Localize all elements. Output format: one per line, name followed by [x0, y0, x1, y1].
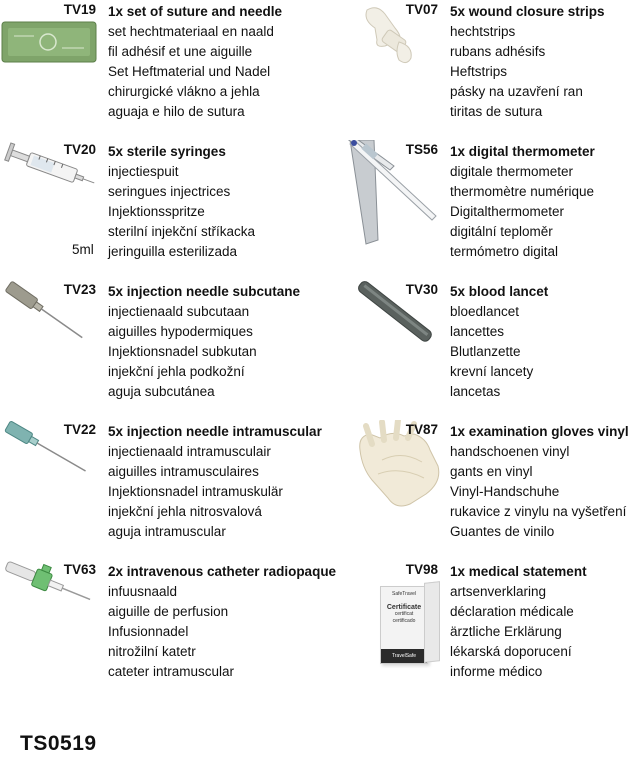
translation-cz: nitrožilní katetr — [108, 644, 196, 659]
translation-cz: krevní lancety — [450, 364, 534, 379]
product-code: TV63 — [63, 562, 96, 577]
gloves-icon — [352, 420, 457, 540]
item-ts56 — [0, 140, 629, 265]
item-title: 5x injection needle intramuscular — [108, 424, 322, 439]
item-title: 1x examination gloves vinyl — [450, 424, 629, 439]
translation-nl: bloedlancet — [450, 304, 520, 319]
translation-es: cateter intramuscular — [108, 664, 235, 679]
product-code: TV19 — [63, 2, 96, 17]
product-code: TV22 — [63, 422, 96, 437]
item-tv87 — [0, 420, 629, 545]
translation-nl: injectienaald subcutaan — [108, 304, 250, 319]
cert-badge: TravelSafe — [381, 649, 427, 663]
translation-cz: chirurgické vlákno a jehla — [108, 84, 260, 99]
translation-fr: gants en vinyl — [450, 464, 533, 479]
volume-note: 5ml — [72, 242, 94, 257]
item-tv07 — [0, 0, 629, 125]
thermometer-icon — [340, 140, 445, 260]
translation-es: aguja subcutánea — [108, 384, 215, 399]
translation-nl: handschoenen vinyl — [450, 444, 570, 459]
item-text — [450, 562, 587, 682]
translation-de: ärztliche Erklärung — [450, 624, 562, 639]
translation-de: Heftstrips — [450, 64, 508, 79]
translation-nl: digitale thermometer — [450, 164, 574, 179]
cert-sub1: certificat — [394, 611, 414, 617]
translation-fr: aiguilles intramusculaires — [108, 464, 259, 479]
item-title: 1x digital thermometer — [450, 144, 595, 159]
translation-es: tiritas de sutura — [450, 104, 543, 119]
item-title: 2x intravenous catheter radiopaque — [108, 564, 337, 579]
certificate-back — [424, 581, 440, 663]
translation-nl: artsenverklaring — [450, 584, 547, 599]
product-code: TV98 — [405, 562, 438, 577]
translation-fr: aiguille de perfusion — [108, 604, 229, 619]
item-title: 5x wound closure strips — [450, 4, 605, 19]
translation-nl: injectiespuit — [108, 164, 179, 179]
translation-de: Infusionnadel — [108, 624, 189, 639]
item-text — [450, 142, 595, 262]
translation-cz: sterilní injekční stříkacka — [108, 224, 256, 239]
translation-cz: injekční jehla podkožní — [108, 364, 245, 379]
closure-strip-icon — [355, 0, 460, 120]
translation-de: Blutlanzette — [450, 344, 521, 359]
lancet-icon — [355, 280, 460, 400]
translation-es: lancetas — [450, 384, 501, 399]
translation-cz: digitální teploměr — [450, 224, 553, 239]
cert-heading: Certificate — [386, 604, 422, 611]
translation-es: jeringuilla esterilizada — [108, 244, 238, 259]
translation-nl: set hechtmateriaal en naald — [108, 24, 274, 39]
item-title: 1x set of suture and needle — [108, 4, 283, 19]
translation-es: informe médico — [450, 664, 543, 679]
translation-fr: déclaration médicale — [450, 604, 574, 619]
translation-es: termómetro digital — [450, 244, 559, 259]
item-text — [450, 282, 548, 402]
product-code: TV87 — [405, 422, 438, 437]
certificate-card — [380, 586, 428, 664]
translation-cz: injekční jehla nitrosvalová — [108, 504, 262, 519]
translation-de: Vinyl-Handschuhe — [450, 484, 560, 499]
translation-fr: thermomètre numérique — [450, 184, 595, 199]
translation-fr: aiguilles hypodermiques — [108, 324, 253, 339]
translation-es: Guantes de vinilo — [450, 524, 555, 539]
product-code: TS56 — [405, 142, 438, 157]
translation-de: Injektionsnadel subkutan — [108, 344, 257, 359]
translation-fr: rubans adhésifs — [450, 44, 546, 59]
translation-nl: injectienaald intramusculair — [108, 444, 271, 459]
product-code: TV30 — [405, 282, 438, 297]
page-code: TS0519 — [20, 732, 97, 755]
translation-es: aguja intramuscular — [108, 524, 226, 539]
translation-cz: lékarská doporucení — [450, 644, 572, 659]
item-text — [450, 2, 605, 122]
translation-de: Injektionsspritze — [108, 204, 205, 219]
product-code: TV07 — [405, 2, 438, 17]
item-text — [450, 422, 629, 542]
translation-cz: rukavice z vinylu na vyšetření — [450, 504, 627, 519]
translation-nl: infuusnaald — [108, 584, 178, 599]
translation-fr: fil adhésif et une aiguille — [108, 44, 253, 59]
translation-es: aguaja e hilo de sutura — [108, 104, 245, 119]
item-title: 5x blood lancet — [450, 284, 549, 299]
translation-de: Set Heftmaterial und Nadel — [108, 64, 271, 79]
item-tv98 — [0, 560, 629, 685]
product-code: TV20 — [63, 142, 96, 157]
item-title: 5x sterile syringes — [108, 144, 226, 159]
item-title: 1x medical statement — [450, 564, 587, 579]
translation-nl: hechtstrips — [450, 24, 516, 39]
translation-cz: pásky na uzavření ran — [450, 84, 583, 99]
cert-brand: SafeTravel — [392, 591, 416, 597]
product-code: TV23 — [63, 282, 96, 297]
translation-de: Injektionsnadel intramuskulär — [108, 484, 283, 499]
cert-sub2: certificado — [392, 618, 416, 624]
translation-de: Digitalthermometer — [450, 204, 565, 219]
translation-fr: seringues injectrices — [108, 184, 231, 199]
item-tv30 — [0, 280, 629, 405]
item-title: 5x injection needle subcutane — [108, 284, 301, 299]
translation-fr: lancettes — [450, 324, 505, 339]
